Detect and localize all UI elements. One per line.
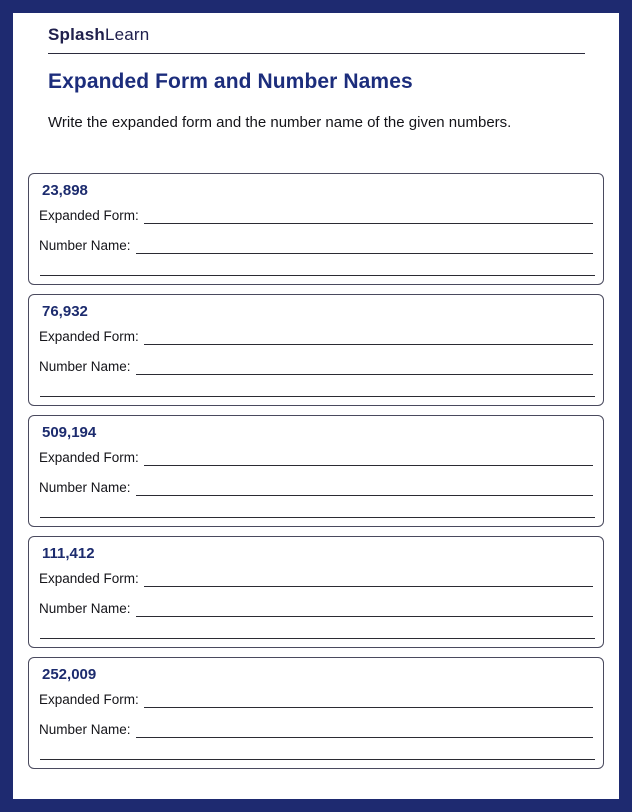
- continuation-line: [40, 638, 595, 639]
- problem-number: 509,194: [42, 424, 97, 442]
- expanded-form-row: [39, 450, 595, 466]
- problem-number: 252,009: [42, 666, 97, 684]
- continuation-line: [40, 396, 595, 397]
- number-name-row: [39, 238, 595, 254]
- problem-card: [28, 294, 604, 406]
- problem-number: 111,412: [42, 545, 95, 563]
- number-name-row: [39, 359, 595, 375]
- header-divider: [48, 53, 585, 54]
- problem-card: [28, 657, 604, 769]
- problem-number: 23,898: [42, 182, 88, 200]
- number-name-line: [136, 361, 593, 375]
- expanded-form-line: [144, 452, 593, 466]
- logo-text-splash: Splash: [48, 25, 105, 44]
- expanded-form-label: Expanded Form:: [39, 692, 139, 708]
- expanded-form-row: [39, 571, 595, 587]
- number-name-line: [136, 724, 593, 738]
- problem-card: [28, 415, 604, 527]
- instruction-text: Write the expanded form and the number name of the given numbers.: [48, 114, 512, 132]
- number-name-line: [136, 240, 593, 254]
- continuation-line: [40, 759, 595, 760]
- number-name-label: Number Name:: [39, 480, 131, 496]
- continuation-line: [40, 517, 595, 518]
- expanded-form-row: [39, 692, 595, 708]
- number-name-line: [136, 603, 593, 617]
- expanded-form-line: [144, 573, 593, 587]
- logo-text-learn: Learn: [104, 25, 150, 44]
- problem-card: [28, 536, 604, 648]
- number-name-label: Number Name:: [39, 238, 131, 254]
- expanded-form-label: Expanded Form:: [39, 208, 139, 224]
- expanded-form-label: Expanded Form:: [39, 571, 139, 587]
- number-name-row: [39, 601, 595, 617]
- worksheet-title: Expanded Form and Number Names: [48, 70, 413, 94]
- splashlearn-logo: [48, 25, 585, 45]
- number-name-label: Number Name:: [39, 722, 131, 738]
- problem-list: [13, 173, 619, 769]
- expanded-form-row: [39, 208, 595, 224]
- expanded-form-line: [144, 331, 593, 345]
- number-name-label: Number Name:: [39, 359, 131, 375]
- number-name-row: [39, 480, 595, 496]
- expanded-form-row: [39, 329, 595, 345]
- problem-card: [28, 173, 604, 285]
- expanded-form-line: [144, 694, 593, 708]
- number-name-label: Number Name:: [39, 601, 131, 617]
- problem-number: 76,932: [42, 303, 88, 321]
- number-name-row: [39, 722, 595, 738]
- expanded-form-label: Expanded Form:: [39, 450, 139, 466]
- number-name-line: [136, 482, 593, 496]
- worksheet-header: [13, 13, 619, 131]
- continuation-line: [40, 275, 595, 276]
- expanded-form-line: [144, 210, 593, 224]
- expanded-form-label: Expanded Form:: [39, 329, 139, 345]
